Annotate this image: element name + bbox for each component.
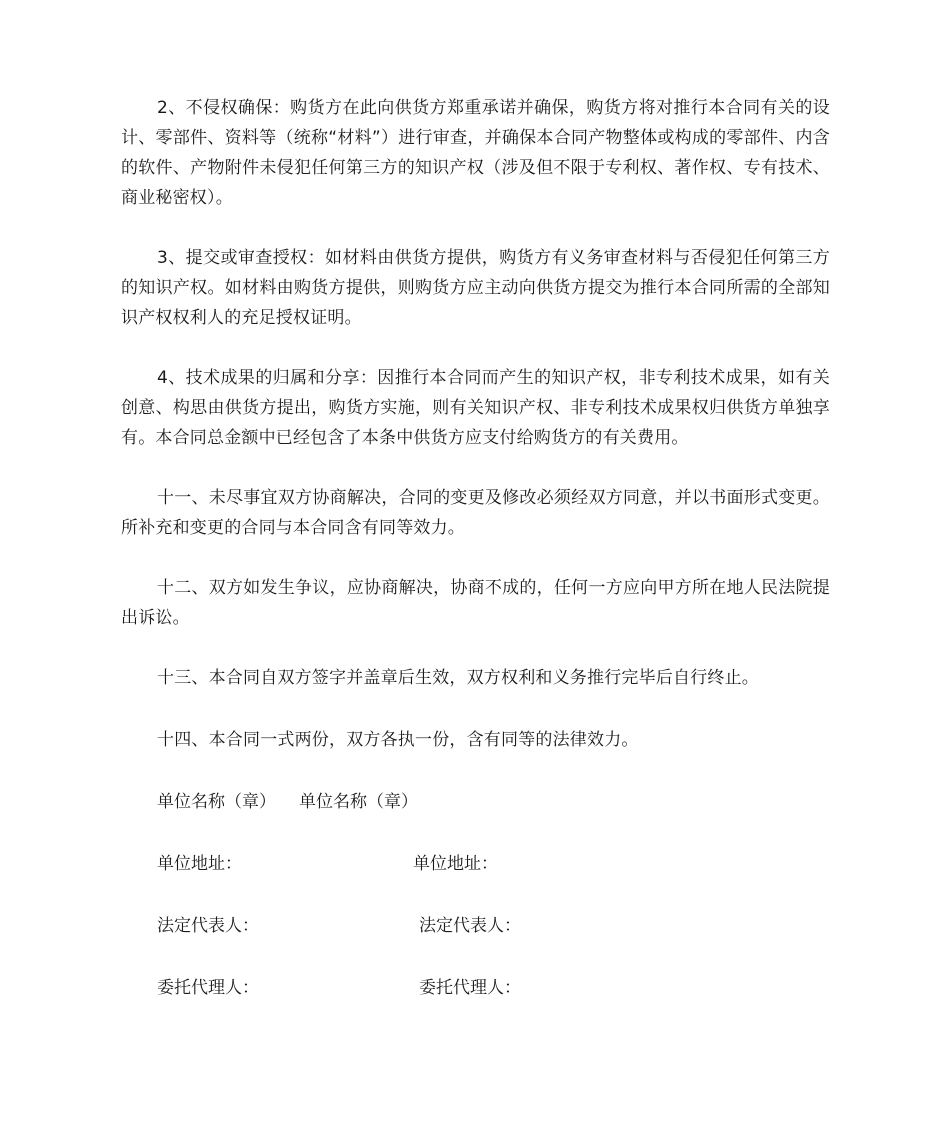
agent-right-label: 委托代理人：: [419, 978, 521, 998]
clause-non-infringement: 2、不侵权确保：购货方在此向供货方郑重承诺并确保，购货方将对推行本合同有关的设计、零部件、资料等（统称“材料”）进行审查，并确保本合同产物整体或构成的零部件、内含的软件、产物附件未侵犯任何第三方的知识产权（涉及但不限于专利权、著作权、专有技术、商业秘密权）。: [121, 98, 830, 208]
legal-rep-right-label: 法定代表人：: [419, 916, 521, 936]
document-body: [121, 93, 830, 1035]
signature-unit-name-row: [121, 787, 830, 817]
clause-eleven: 十一、未尽事宜双方协商解决，合同的变更及修改必须经双方同意，并以书面形式变更。所补充和变更的合同与本合同含有同等效力。: [121, 488, 830, 538]
clause-thirteen: 十三、本合同自双方签字并盖章后生效，双方权利和义务推行完毕后自行终止。: [157, 668, 759, 688]
unit-name-right-label: 单位名称（章）: [299, 792, 418, 812]
signature-address-row: [121, 849, 830, 879]
legal-rep-left-label: 法定代表人：: [157, 916, 259, 936]
clause-fourteen: 十四、本合同一式两份，双方各执一份，含有同等的法律效力。: [157, 730, 639, 750]
address-left-label: 单位地址：: [157, 854, 242, 874]
clause-authorization: 3、提交或审查授权：如材料由供货方提供，购货方有义务审查材料与否侵犯任何第三方的知识产权。如材料由购货方提供，则购货方应主动向供货方提交为推行本合同所需的全部知识产权权利人的充足授权证明。: [121, 248, 830, 328]
clause-twelve: 十二、双方如发生争议，应协商解决，协商不成的，任何一方应向甲方所在地人民法院提出诉讼。: [121, 578, 830, 628]
clause-tech-results: 4、技术成果的归属和分享：因推行本合同而产生的知识产权，非专利技术成果，如有关创意、构思由供货方提出，购货方实施，则有关知识产权、非专利技术成果权归供货方单独享有。本合同总金额中已经包含了本条中供货方应支付给购货方的有关费用。: [121, 368, 830, 448]
agent-left-label: 委托代理人：: [157, 978, 259, 998]
signature-legal-rep-row: [121, 911, 830, 941]
unit-name-left-label: 单位名称（章）: [157, 792, 276, 812]
signature-agent-row: [121, 973, 830, 1003]
address-right-label: 单位地址：: [413, 854, 498, 874]
